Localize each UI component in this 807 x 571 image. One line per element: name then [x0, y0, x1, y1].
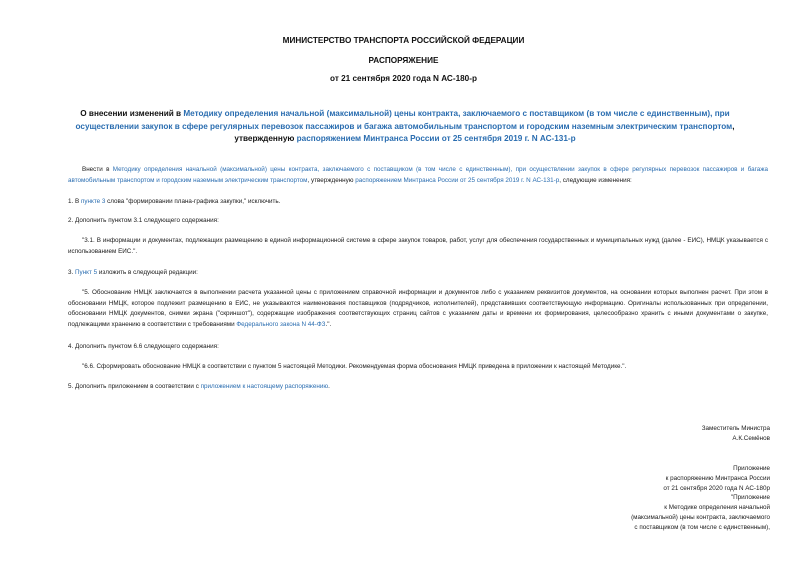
document-type: РАСПОРЯЖЕНИЕ	[368, 56, 439, 65]
item-1-text-1: 1. В	[68, 198, 81, 205]
document-date-number: от 21 сентября 2020 года N АС-180-р	[330, 74, 477, 83]
quote-5	[68, 288, 768, 330]
intro-text-1: Внести в	[82, 166, 113, 173]
intro-text-3: , следующие изменения:	[559, 176, 632, 184]
item-5-text-2: .	[328, 383, 330, 390]
quote-6-6: "6.6. Сформировать обоснование НМЦК в соответствии с пунктом 5 настоящей Методики. Рекомендуемая форма обоснования НМЦК приведена в приложении к настоящей Методике.".	[82, 363, 627, 370]
appendix-line: (максимальной) цены контракта, заключаемого	[631, 513, 770, 521]
item-2: 2. Дополнить пунктом 3.1 следующего содержания:	[68, 217, 219, 224]
item-3-text-2: изложить в следующей редакции:	[97, 269, 198, 276]
signature-name: А.К.Семёнов	[732, 434, 770, 442]
appendix-line: с поставщиком (в том числе с единственным),	[634, 523, 770, 531]
intro-order-link[interactable]: распоряжением Минтранса России от 25 сентября 2019 г. N АС-131-р	[355, 176, 560, 184]
title-methodology-link[interactable]: Методику определения начальной (максимальной) цены контракта, заключаемого с поставщиком (в том числе с единственным), при осуществлении закупок в сфере регулярных перевозок пассажиров и багажа автомобильным транспортом и городским наземным электрическим транспортом	[75, 109, 733, 131]
item-4: 4. Дополнить пунктом 6.6 следующего содержания:	[68, 343, 219, 350]
appendix-link[interactable]: приложением к настоящему распоряжению	[200, 383, 329, 390]
title-order-link[interactable]: распоряжением Минтранса России от 25 сентября 2019 г. N АС-131-р	[296, 134, 576, 143]
quote-3-1: "3.1. В информации и документах, подлежащих размещению в единой информационной системе в сфере закупок товаров, работ, услуг для обеспечения государственных и муниципальных нужд (далее - ЕИС), НМЦК указывается с использованием ЕИС.".	[68, 237, 768, 255]
item-1	[68, 197, 280, 207]
item-3	[68, 268, 198, 278]
appendix-line: к распоряжению Минтранса России	[665, 474, 770, 482]
ministry-heading: МИНИСТЕРСТВО ТРАНСПОРТА РОССИЙСКОЙ ФЕДЕРАЦИИ	[282, 36, 525, 45]
intro-paragraph	[68, 165, 768, 186]
appendix-line: "Приложение	[730, 494, 770, 502]
item-5-text-1: 5. Дополнить приложением в соответствии с	[68, 383, 201, 390]
signature-block	[702, 424, 770, 444]
appendix-line: от 21 сентября 2020 года N АС-180р	[663, 484, 770, 492]
federal-law-link[interactable]: Федерального закона N 44-ФЗ	[236, 320, 326, 328]
item-1-link[interactable]: пункте 3	[80, 198, 106, 205]
appendix-block	[631, 464, 770, 533]
item-5	[68, 382, 330, 392]
intro-methodology-link[interactable]: Методику определения начальной (максимальной) цены контракта, заключаемого с поставщиком (в том числе с единственным), при осуществлении закупок в сфере регулярных перевозок пассажиров и багажа автомобильным транспортом и городским наземным электрическим транспортом	[68, 166, 768, 184]
quote-5-text-2: .".	[325, 320, 332, 328]
appendix-line: к Методике определения начальной	[664, 504, 770, 512]
signature-position: Заместитель Министра	[701, 425, 770, 432]
document-title	[50, 108, 760, 146]
appendix-line: Приложение	[733, 465, 770, 472]
intro-text-2: , утвержденную	[307, 176, 356, 184]
item-3-text-1: 3.	[68, 269, 76, 276]
title-middle: , утвержденную	[234, 121, 735, 143]
item-1-text-2: слова "формировании плана-графика закупки," исключить.	[105, 198, 281, 205]
quote-5-text-1: "5. Обоснование НМЦК заключается в выполнении расчета указанной цены с приложением справочной информации и документов либо с указанием реквизитов документов, на основании которых выполнен расчет. При этом в обосновании НМЦК, которое подлежит размещению в ЕИС, не указываются наименования поставщиков (подрядчиков, исполнителей), представивших соответствующую информацию. Оригиналы использованных при определении, обосновании НМЦК документов, снимки экрана ("скриншот"), содержащие изображения соответствующих страниц сайтов с указанием даты и времени их формирования, целесообразно хранить с иными документами о закупке, подлежащими хранению в соответствии с требованиями	[68, 289, 768, 328]
title-prefix: О внесении изменений в	[80, 109, 184, 118]
item-3-link[interactable]: Пункт 5	[75, 269, 98, 276]
